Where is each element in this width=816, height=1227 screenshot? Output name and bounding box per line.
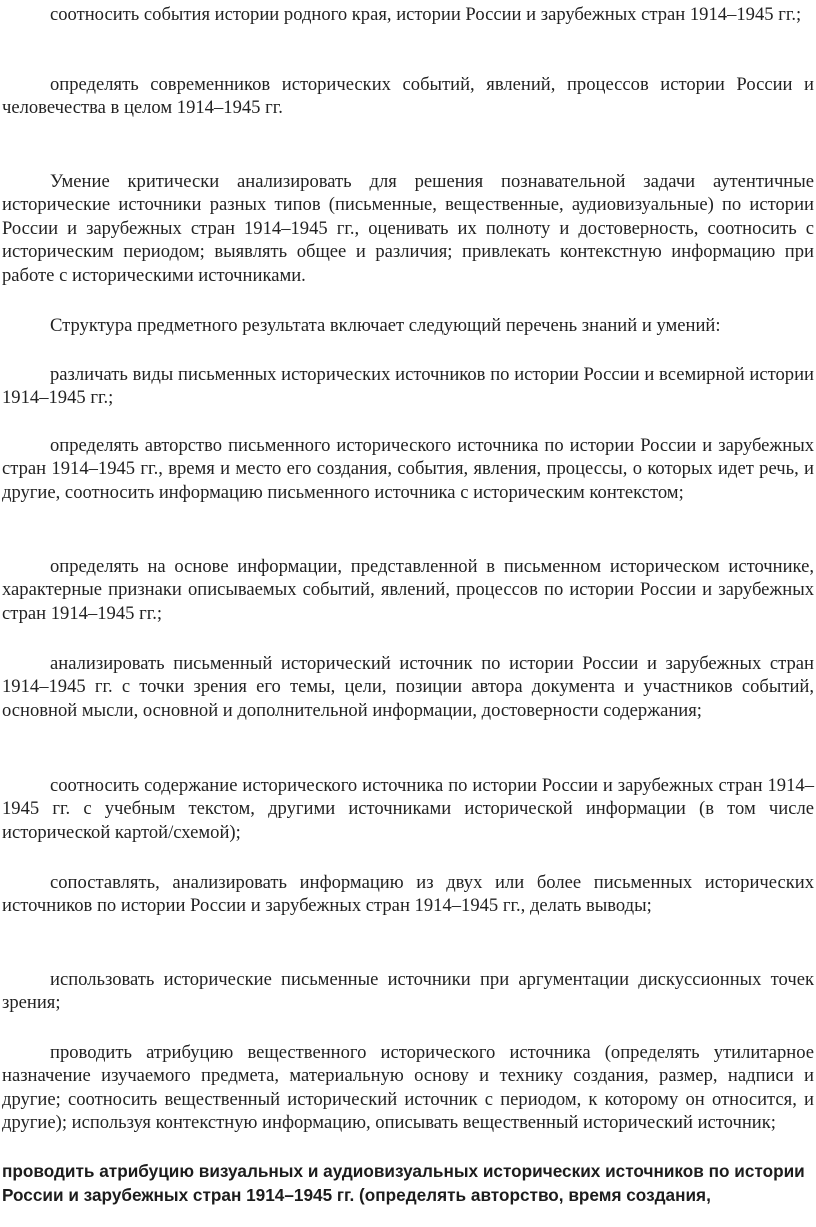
paragraph-material-attribution: проводить атрибуцию вещественного исторического источника (определять утилитарное назначение изучаемого предмета, материальную основу и технику создания, размер, надписи и другие; соотносить вещественный исторический источник с периодом, к которому он относится, и другие); используя контекстную информацию, описывать вещественный исторический источник; xyxy=(2,1042,814,1134)
paragraph-characteristic-features: определять на основе информации, представленной в письменном историческом источнике, характерные признаки описываемых событий, явлений, процессов по истории России и зарубежных стран 1914–1945 гг.; xyxy=(2,556,814,624)
paragraph-correlate-content: соотносить содержание исторического источника по истории России и зарубежных стран 1914–1945 гг. с учебным текстом, другими источниками исторической информации (в том числе исторической картой/схемой); xyxy=(2,775,814,843)
paragraph-relate-local-history: соотносить события истории родного края, истории России и зарубежных стран 1914–1945 гг.; xyxy=(50,4,802,25)
paragraph-compare-sources: сопоставлять, анализировать информацию из двух или более письменных исторических источников по истории России и зарубежных стран 1914–1945 гг., делать выводы; xyxy=(2,872,814,917)
paragraph-contemporaries: определять современников исторических событий, явлений, процессов истории России и человечества в целом 1914–1945 гг. xyxy=(2,74,814,119)
paragraph-distinguish-sources: различать виды письменных исторических источников по истории России и всемирной истории 1914–1945 гг.; xyxy=(2,364,814,409)
paragraph-audiovisual-attribution: проводить атрибуцию визуальных и аудиовизуальных исторических источников по истории России и зарубежных стран 1914–1945 гг. (определять авторство, время создания, xyxy=(2,1161,805,1205)
paragraph-analyze-source: анализировать письменный исторический источник по истории России и зарубежных стран 1914–1945 гг. с точки зрения его темы, цели, позиции автора документа и участников событий, основной мысли, основной и дополнительной информации, достоверности содержания; xyxy=(2,653,814,721)
paragraph-use-sources-argument: использовать исторические письменные источники при аргументации дискуссионных точек зрения; xyxy=(2,969,814,1014)
paragraph-critical-analysis-skill: Умение критически анализировать для решения познавательной задачи аутентичные исторические источники разных типов (письменные, вещественные, аудиовизуальные) по истории России и зарубежных стран 1914–1945 гг., оценивать их полноту и достоверность, соотносить с историческим периодом; выявлять общее и различия; привлекать контекстную информацию при работе с историческими источниками. xyxy=(2,171,814,286)
paragraph-authorship: определять авторство письменного исторического источника по истории России и зарубежных стран 1914–1945 гг., время и место его создания, события, явления, процессы, о которых идет речь, и другие, соотносить информацию письменного источника с историческим контекстом; xyxy=(2,435,814,503)
paragraph-structure-intro: Структура предметного результата включает следующий перечень знаний и умений: xyxy=(50,315,721,336)
